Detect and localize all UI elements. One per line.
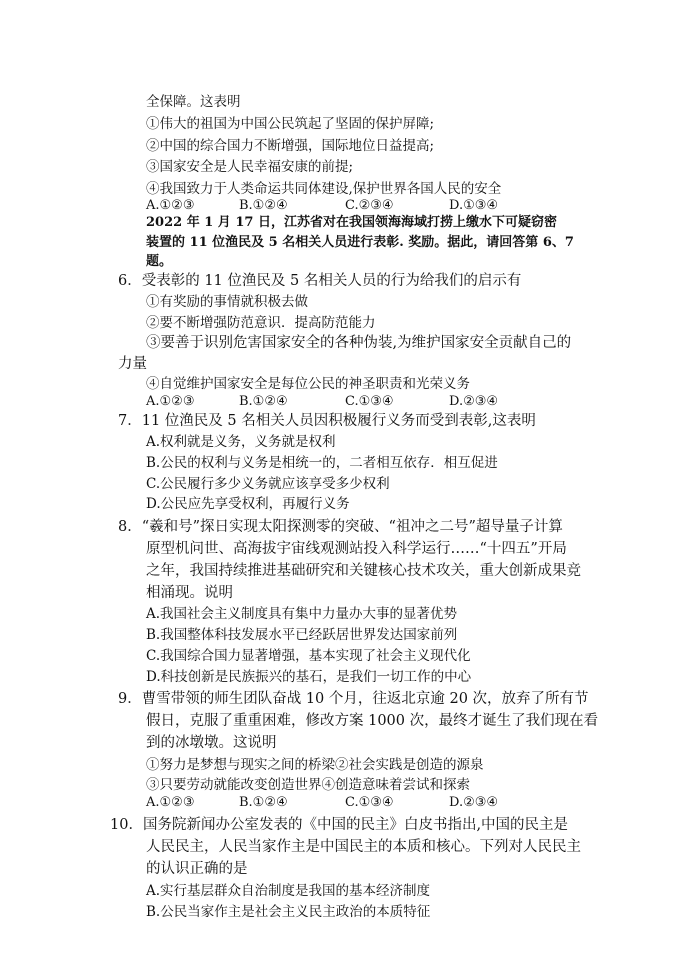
q9-option-a: A.①②③ bbox=[146, 795, 195, 810]
q5-stem-end: 全保障。这表明 bbox=[146, 94, 241, 110]
q9-item-1: ①努力是梦想与现实之间的桥梁②社会实践是创造的源泉 bbox=[146, 757, 484, 773]
q5-item-1: ①伟大的祖国为中国公民筑起了坚固的保护屏障; bbox=[146, 116, 435, 132]
q9-option-d: D.②③④ bbox=[449, 795, 499, 810]
q6-option-b: B.①②④ bbox=[239, 394, 288, 409]
q7-option-d: D.公民应先享受权利，再履行义务 bbox=[146, 496, 350, 512]
q5-option-d: D.①③④ bbox=[449, 198, 499, 213]
material-line-1: 2022 年 1 月 17 日，江苏省对在我国领海海域打捞上缴水下可疑窃密 bbox=[146, 215, 557, 230]
q5-option-b: B.①②④ bbox=[239, 198, 288, 213]
material-line-3: 题。 bbox=[146, 254, 173, 269]
q9-stem-line-1: 9．曹雪带领的师生团队奋战 10 个月，往返北京逾 20 次，放弃了所有节 bbox=[118, 691, 589, 707]
q7-option-a: A.权利就是义务，义务就是权利 bbox=[146, 434, 336, 450]
q6-option-d: D.②③④ bbox=[449, 394, 499, 409]
q8-option-c: C.我国综合国力显著增强，基本实现了社会主义现代化 bbox=[146, 648, 471, 664]
q9-option-c: C.①③④ bbox=[345, 795, 394, 810]
q10-stem-line-2: 人民民主，人民当家作主是中国民主的本质和核心。下列对人民民主 bbox=[146, 839, 581, 855]
q5-item-2: ②中国的综合国力不断增强，国际地位日益提高; bbox=[146, 138, 435, 154]
q8-stem-line-2: 原型机问世、高海拔宇宙线观测站投入科学运行……“十四五”开局 bbox=[146, 541, 567, 557]
q8-stem-line-3: 之年，我国持续推进基础研究和关键核心技术攻关，重大创新成果竞 bbox=[146, 563, 581, 579]
q8-stem-line-1: 8．“羲和号”探日实现太阳探测零的突破、“祖冲之二号”超导量子计算 bbox=[118, 519, 563, 535]
q8-option-a: A.我国社会主义制度具有集中力量办大事的显著优势 bbox=[146, 606, 458, 622]
q7-stem: 7．11 位渔民及 5 名相关人员因积极履行义务而受到表彰,这表明 bbox=[118, 413, 536, 429]
q6-item-3: ③要善于识别危害国家安全的各种伪装,为维护国家安全贡献自己的 bbox=[146, 335, 572, 351]
q6-stem: 6．受表彰的 11 位渔民及 5 名相关人员的行为给我们的启示有 bbox=[118, 273, 522, 289]
q5-item-3: ③国家安全是人民幸福安康的前提; bbox=[146, 159, 354, 175]
q10-stem-line-1: 10．国务院新闻办公室发表的《中国的民主》白皮书指出,中国的民主是 bbox=[110, 817, 569, 833]
q6-item-4: ④自觉维护国家安全是每位公民的神圣职责和光荣义务 bbox=[146, 376, 470, 392]
q8-option-d: D.科技创新是民族振兴的基石，是我们一切工作的中心 bbox=[146, 669, 472, 685]
material-line-2: 装置的 11 位渔民及 5 名相关人员进行表彰. 奖励。据此，请回答第 6、7 bbox=[146, 235, 574, 250]
q6-item-1: ①有奖励的事情就积极去做 bbox=[146, 294, 308, 310]
q7-option-c: C.公民履行多少义务就应该享受多少权利 bbox=[146, 476, 390, 492]
q5-option-c: C.②③④ bbox=[345, 198, 394, 213]
q9-option-b: B.①②④ bbox=[239, 795, 288, 810]
q9-item-2: ③只要劳动就能改变创造世界④创造意味着尝试和探索 bbox=[146, 777, 470, 793]
q9-stem-line-3: 到的冰墩墩。这说明 bbox=[146, 735, 277, 751]
q6-item-2: ②要不断增强防范意识．提高防范能力 bbox=[146, 315, 376, 331]
q10-option-a: A.实行基层群众自治制度是我国的基本经济制度 bbox=[146, 883, 431, 899]
q6-option-a: A.①②③ bbox=[146, 394, 195, 409]
q8-stem-line-4: 相涌现。说明 bbox=[146, 585, 233, 601]
q5-item-4: ④我国致力于人类命运共同体建设,保护世界各国人民的安全 bbox=[146, 181, 502, 197]
q5-option-a: A.①②③ bbox=[146, 198, 195, 213]
q10-option-b: B.公民当家作主是社会主义民主政治的本质特征 bbox=[146, 904, 431, 920]
q10-stem-line-3: 的认识正确的是 bbox=[146, 861, 248, 877]
q6-option-c: C.①③④ bbox=[345, 394, 394, 409]
q6-item-3-cont: 力量 bbox=[118, 356, 147, 372]
q7-option-b: B.公民的权利与义务是相统一的，二者相互依存．相互促进 bbox=[146, 455, 498, 471]
q8-option-b: B.我国整体科技发展水平已经跃居世界发达国家前列 bbox=[146, 627, 458, 643]
q9-stem-line-2: 假日，克服了重重困难，修改方案 1000 次，最终才诞生了我们现在看 bbox=[146, 713, 599, 729]
